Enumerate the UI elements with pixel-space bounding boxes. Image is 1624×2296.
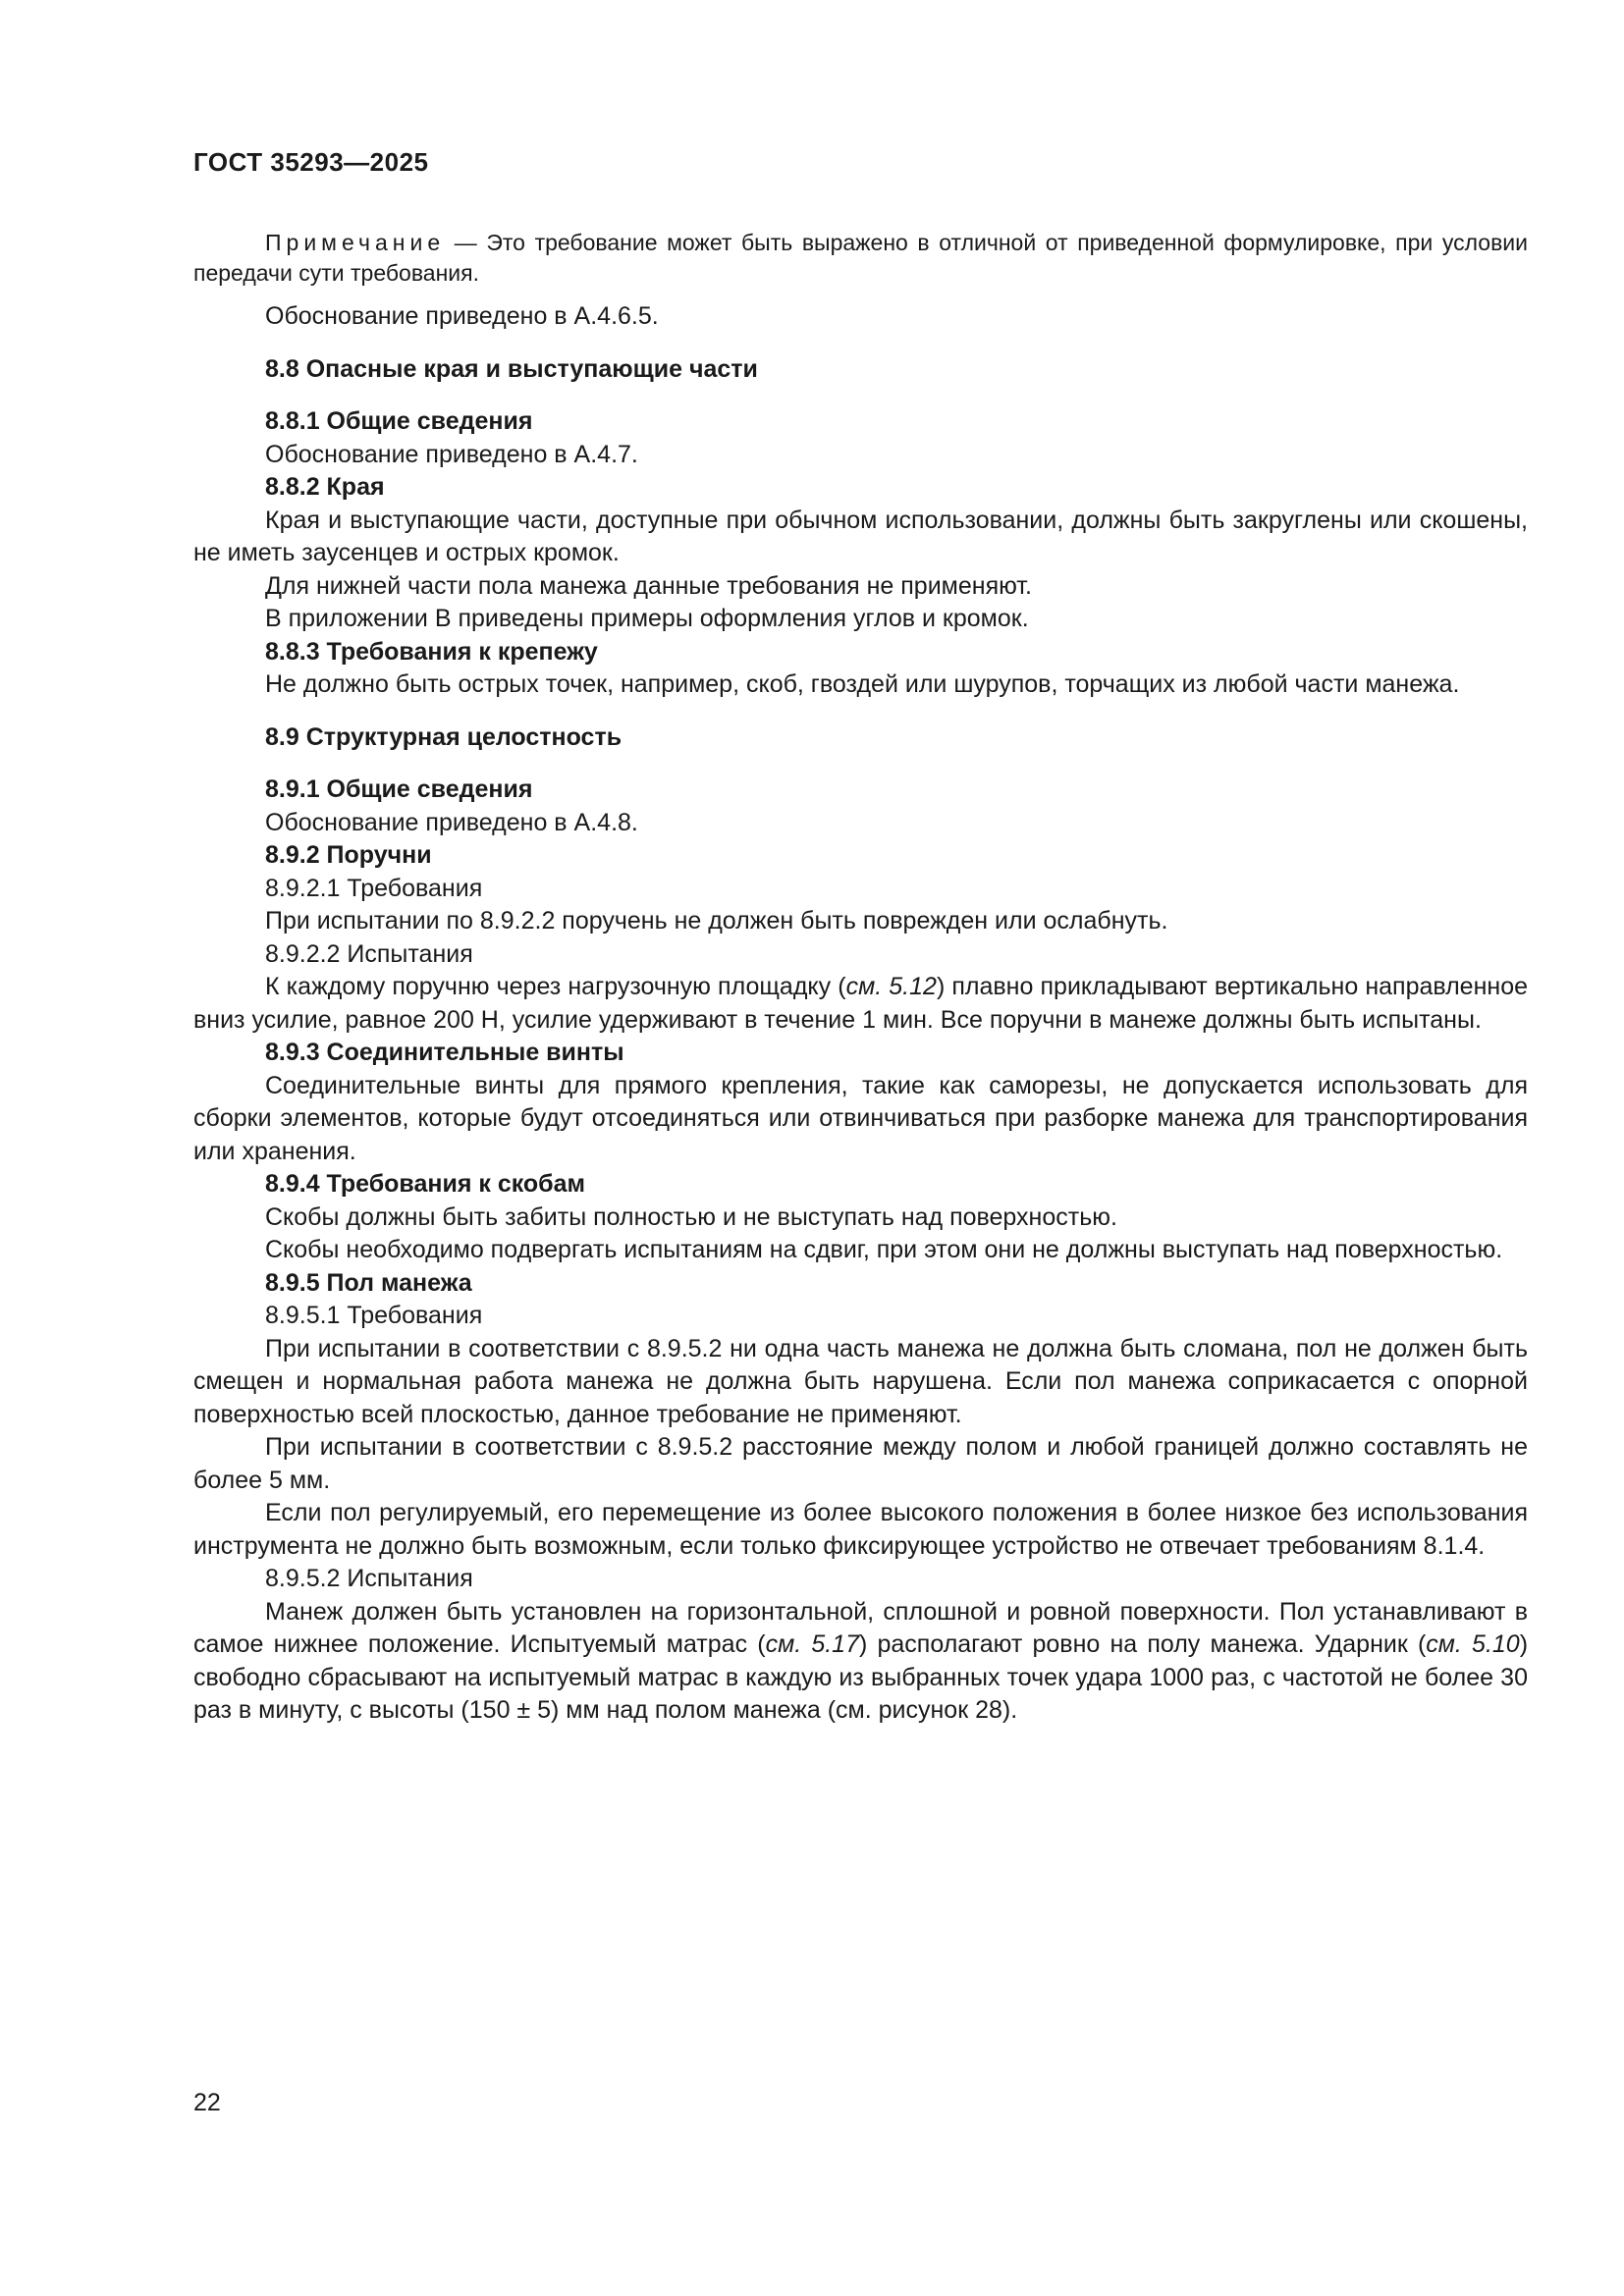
rail-test-paragraph (193, 971, 1528, 1037)
section-8-8-3-heading: 8.8.3 Требования к крепежу (265, 637, 598, 666)
section-8-9-3-heading: 8.9.3 Соединительные винты (265, 1039, 624, 1066)
rail-requirement-paragraph: При испытании по 8.9.2.2 поручень не должен быть поврежден или ослабнуть. (265, 907, 1168, 934)
section-8-8-1-heading: 8.8.1 Общие сведения (265, 407, 533, 435)
rail-test-text-a: К каждому поручню через нагрузочную площадку ( (265, 973, 846, 1000)
page-number: 22 (193, 2089, 221, 2116)
basis-a48-paragraph: Обоснование приведено в А.4.8. (265, 808, 638, 836)
rail-test-reference: см. 5.12 (845, 973, 937, 1000)
subsection-8-9-2-2: 8.9.2.2 Испытания (265, 939, 473, 968)
screws-paragraph: Соединительные винты для прямого крепления, такие как саморезы, не допускается использовать для сборки элементов, которые будут отсоединяться или отвинчиваться при разборке манежа для транспортирования или хранения. (193, 1071, 1528, 1165)
staples-paragraph-1: Скобы должны быть забиты полностью и не выступать над поверхностью. (265, 1202, 1117, 1231)
floor-test-reference-1: см. 5.17 (765, 1630, 859, 1658)
floor-test-text-c: ) свободно сбрасывают на испытуемый матрас в каждую из выбранных точек удара 1000 раз, с частотой не более 30 раз в минуту, с высоты (150 ± 5) мм над полом манежа (см. рисунок 28). (193, 1630, 1529, 1724)
note-paragraph (193, 228, 1528, 289)
floor-test-reference-2: см. 5.10 (1426, 1630, 1520, 1658)
page-content (193, 228, 1528, 1728)
floor-test-text-a: Манеж должен быть установлен на горизонтальной, сплошной и ровной поверхности. Пол устанавливают в самое нижнее положение. Испытуемый матрас ( (193, 1597, 1528, 1658)
section-8-8-heading: 8.8 Опасные края и выступающие части (265, 354, 758, 383)
note-text: — Это требование может быть выражено в отличной от приведенной формулировке, при условии передачи сути требования. (193, 230, 1528, 286)
note-label: Примечание (265, 230, 446, 255)
document-code-header: ГОСТ 35293—2025 (193, 147, 429, 177)
floor-test-paragraph (193, 1596, 1528, 1728)
section-8-9-4-heading: 8.9.4 Требования к скобам (265, 1170, 586, 1198)
section-8-9-1-heading: 8.9.1 Общие сведения (265, 775, 533, 803)
basis-a47-paragraph: Обоснование приведено в А.4.7. (265, 440, 638, 468)
section-8-9-heading: 8.9 Структурная целостность (265, 722, 623, 751)
edges-paragraph-2: Для нижней части пола манежа данные требования не применяют. (265, 571, 1032, 600)
rail-test-text-b: ) плавно прикладывают вертикально направленное вниз усилие, равное 200 Н, усилие удерживают в течение 1 мин. Все поручни в манеже должны быть испытаны. (193, 973, 1529, 1034)
staples-paragraph-2: Скобы необходимо подвергать испытаниям на сдвиг, при этом они не должны выступать над поверхностью. (265, 1236, 1503, 1263)
subsection-8-9-2-1: 8.9.2.1 Требования (265, 874, 483, 902)
basis-a465-paragraph: Обоснование приведено в А.4.6.5. (265, 302, 659, 330)
edges-paragraph-3: В приложении В приведены примеры оформления углов и кромок. (265, 605, 1029, 632)
section-8-9-2-heading: 8.9.2 Поручни (265, 841, 432, 869)
floor-paragraph-2: При испытании в соответствии с 8.9.5.2 расстояние между полом и любой границей должно составлять не более 5 мм. (193, 1433, 1528, 1494)
floor-paragraph-1: При испытании в соответствии с 8.9.5.2 ни одна часть манежа не должна быть сломана, пол не должен быть смещен и нормальная работа манежа не должна быть нарушена. Если пол манежа соприкасается с опорной поверхностью всей плоскостью, данное требование не применяют. (193, 1334, 1528, 1428)
section-8-8-2-heading: 8.8.2 Края (265, 473, 385, 501)
subsection-8-9-5-2: 8.9.5.2 Испытания (265, 1565, 473, 1592)
floor-paragraph-3: Если пол регулируемый, его перемещение из более высокого положения в более низкое без использования инструмента не должно быть возможным, если только фиксирующее устройство не отвечает требованиям 8.1.4. (193, 1499, 1528, 1560)
edges-paragraph-1: Края и выступающие части, доступные при обычном использовании, должны быть закруглены или скошены, не иметь заусенцев и острых кромок. (193, 506, 1528, 566)
section-8-9-5-heading: 8.9.5 Пол манежа (265, 1268, 472, 1297)
fasteners-paragraph: Не должно быть острых точек, например, скоб, гвоздей или шурупов, торчащих из любой части манежа. (265, 670, 1460, 698)
subsection-8-9-5-1: 8.9.5.1 Требования (265, 1302, 483, 1329)
floor-test-text-b: ) располагают ровно на полу манежа. Ударник ( (859, 1630, 1427, 1658)
